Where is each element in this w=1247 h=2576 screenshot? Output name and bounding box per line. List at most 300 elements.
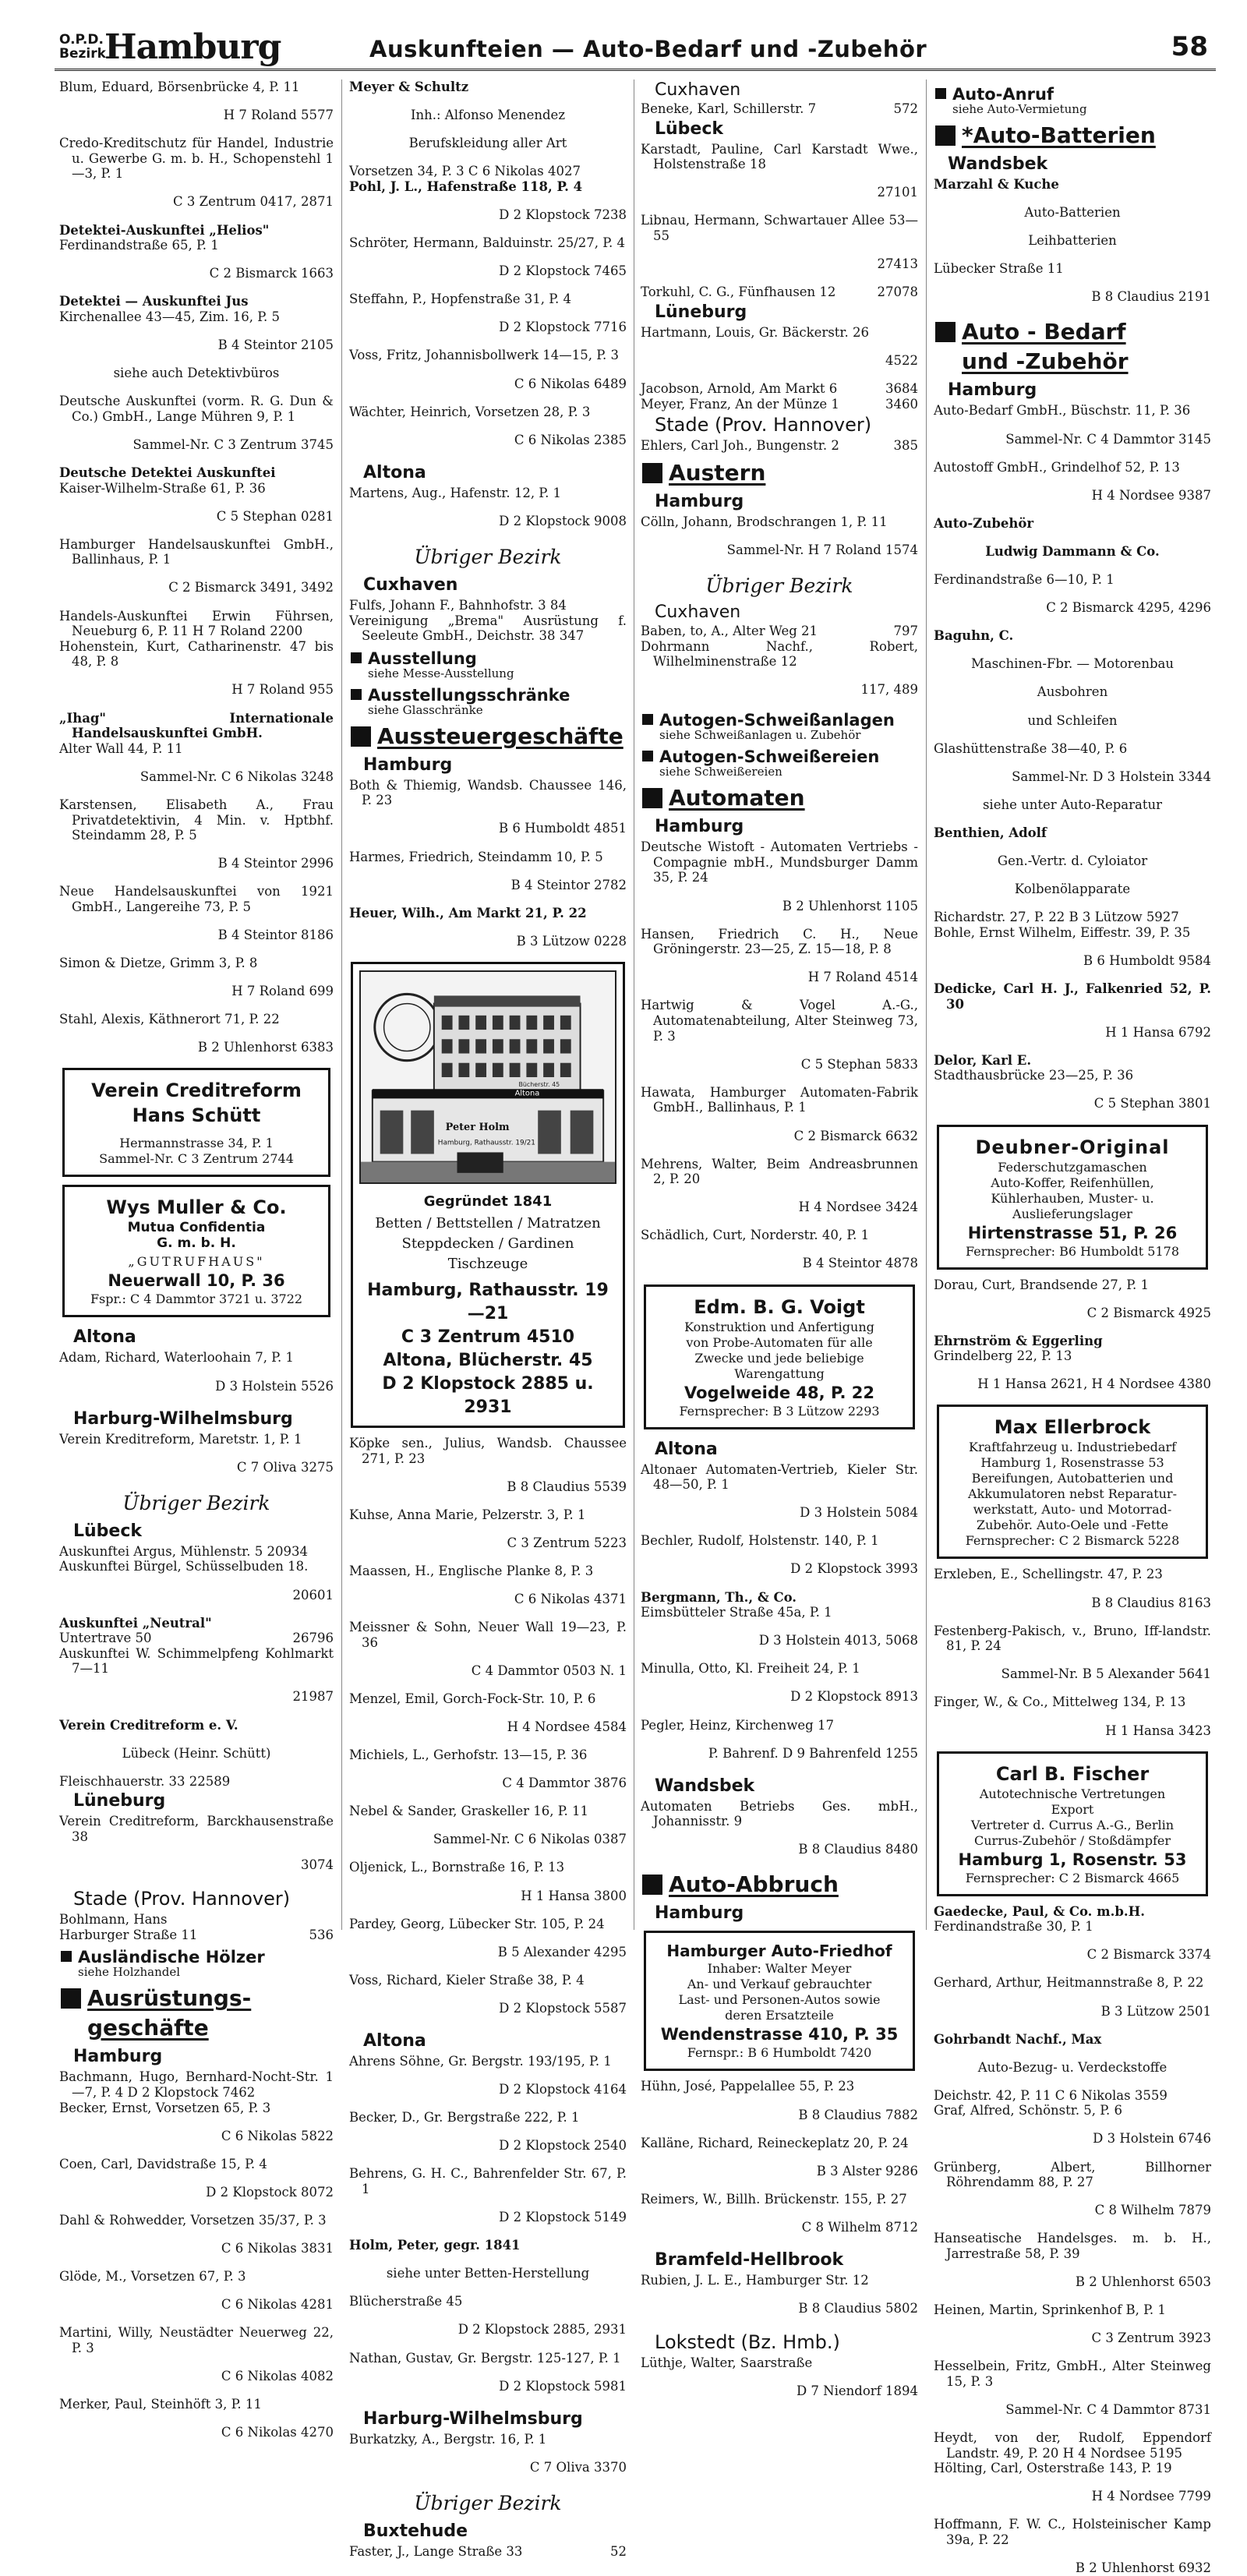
ad-peter-holm	[351, 962, 625, 1428]
section-heading: Automaten	[641, 783, 918, 813]
entry: Martens, Aug., Hafenstr. 12, P. 1	[349, 485, 562, 500]
ad-address: Neuerwall 10, P. 36	[108, 1271, 285, 1291]
section-marker	[642, 751, 653, 761]
entry: Kirchenallee 43—45, Zim. 16, P. 5	[59, 309, 281, 324]
entry-name: Marzahl & Kuche	[934, 177, 1059, 192]
ad-line: Bereifungen, Autobatterien und	[971, 1471, 1174, 1486]
entry: Köpke sen., Julius, Wandsb. Chaussee 271, P. 23	[349, 1435, 627, 1466]
ad-line: deren Ersatzteile	[725, 2008, 834, 2023]
entry: Richardstr. 27, P. 22 B 3 Lützow 5927	[934, 910, 1179, 925]
entry-phone: H 1 Hansa 3800	[521, 1888, 627, 1903]
entry-name: Verein Creditreform e. V.	[59, 1717, 238, 1733]
city-heading: Altona	[73, 1327, 136, 1348]
ad-phone: Fernspr.: B 6 Humboldt 7420	[687, 2045, 872, 2061]
ad-subtitle: Mutua Confidentia	[127, 1220, 266, 1236]
city-heading: Lokstedt (Bz. Hmb.)	[655, 2331, 840, 2354]
entry-phone: B 3 Lützow 2501	[1100, 2003, 1211, 2019]
entry: Hoffmann, F. W. C., Holsteinischer Kamp 39a, P. 22	[934, 2517, 1211, 2548]
entry: Ferdinandstraße 30, P. 1	[934, 1919, 1093, 1935]
entry-phone: H 1 Hansa 2621, H 4 Nordsee 4380	[977, 1376, 1211, 1392]
entry-phone: D 2 Klopstock 5981	[499, 2378, 627, 2394]
entry-name: Pohl, J. L., Hafenstraße 118, P. 4	[349, 178, 583, 194]
ad-line: Zwecke und jede beliebige	[694, 1350, 864, 1366]
ad-address: Vogelweide 48, P. 22	[684, 1383, 874, 1402]
entry: Lübecker Straße 11	[934, 261, 1064, 277]
entry-phone: Sammel-Nr. C 6 Nikolas 0387	[433, 1832, 627, 1847]
city-heading: Harburg-Wilhelmsburg	[73, 1408, 293, 1429]
entry: Michiels, L., Gerhofstr. 13—15, P. 36	[349, 1747, 588, 1763]
entry: Altonaer Automaten-Vertrieb, Kieler Str. 48—50, P. 1	[641, 1461, 918, 1493]
ad-line: Tischzeuge	[447, 1255, 528, 1272]
entry: Grünberg, Albert, Billhorner Röhrendamm 88, P. 27	[934, 2159, 1211, 2190]
entry-phone: C 8 Wilhelm 8712	[801, 2219, 918, 2235]
column-3	[641, 80, 918, 2399]
entry: Baben, to, A., Alter Weg 21 797	[641, 623, 918, 638]
ad-wys-muller	[62, 1185, 330, 1317]
see-reference: siehe Holzhandel	[78, 1965, 181, 1980]
entry-phone: D 2 Klopstock 2540	[499, 2138, 627, 2154]
entry-name: Detektei-Auskunftei „Helios"	[59, 222, 270, 238]
entry: Kolbenölapparate	[1014, 882, 1131, 897]
entry-name: Gohrbandt Nachf., Max	[934, 2031, 1102, 2047]
entry-name: „Ihag" Internationale Handelsauskunftei GmbH.	[59, 710, 334, 741]
see-reference: siehe Schweißereien	[659, 765, 782, 779]
ad-address: Wendenstrasse 410, P. 35	[660, 2025, 899, 2044]
entry-phone: Sammel-Nr. D 3 Holstein 3344	[1012, 769, 1211, 784]
section-marker	[642, 463, 662, 483]
entry: Berufskleidung aller Art	[408, 136, 567, 151]
section-marker	[642, 788, 662, 808]
entry: Bohle, Ernst Wilhelm, Eiffestr. 39, P. 35	[934, 924, 1191, 940]
ad-phone: Fernsprecher: C 2 Bismarck 5228	[965, 1533, 1180, 1549]
entry-phone: H 4 Nordsee 7799	[1091, 2489, 1211, 2504]
entry-phone: H 4 Nordsee 9387	[1091, 487, 1211, 503]
entry: Adam, Richard, Waterloohain 7, P. 1	[59, 1350, 294, 1366]
entry: Ferdinandstraße 6—10, P. 1	[934, 572, 1115, 588]
entry: Leihbatterien	[1028, 233, 1117, 249]
entry: Karstadt, Pauline, Carl Karstadt Wwe., Holstenstraße 18	[641, 141, 918, 172]
ad-address: Altona, Blücherstr. 45	[383, 1350, 593, 1370]
entry: Maschinen-Fbr. — Motorenbau	[971, 656, 1174, 672]
sign-text: Peter Holm	[445, 1121, 510, 1133]
entry-phone: D 3 Holstein 5084	[800, 1505, 918, 1521]
entry-phone: C 2 Bismarck 3374	[1086, 1947, 1211, 1963]
ad-phone: Fernsprecher: C 2 Bismarck 4665	[965, 1870, 1180, 1885]
column-1	[59, 80, 334, 2440]
ad-phone: Sammel-Nr. C 3 Zentrum 2744	[99, 1151, 294, 1167]
entry: Schröter, Hermann, Balduinstr. 25/27, P. 4	[349, 235, 626, 251]
entry: Deutsche Auskunftei (vorm. R. G. Dun & Co.) GmbH., Lange Mühren 9, P. 1	[59, 394, 334, 424]
entry-phone: C 5 Stephan 5833	[800, 1056, 918, 1072]
entry-phone: C 3 Zentrum 5223	[507, 1535, 627, 1550]
entry-phone: H 1 Hansa 3423	[1105, 1723, 1211, 1738]
entry-phone: C 3 Zentrum 0417, 2871	[173, 194, 334, 210]
section-marker	[935, 88, 946, 99]
city-heading: Altona	[363, 2031, 426, 2051]
entry-name: Ehrnström & Eggerling	[934, 1333, 1103, 1348]
ad-ellerbrock	[937, 1405, 1208, 1559]
entry: Kuhse, Anna Marie, Pelzerstr. 3, P. 1	[349, 1507, 586, 1522]
ad-address: Hamburg, Rathausstr. 19—21	[367, 1280, 609, 1323]
entry: Hölting, Carl, Osterstraße 143, P. 19	[934, 2461, 1172, 2476]
city-heading: Harburg-Wilhelmsburg	[363, 2408, 583, 2429]
entry-name: Gaedecke, Paul, & Co. m.b.H.	[934, 1903, 1145, 1919]
ad-line: Steppdecken / Gardinen	[401, 1235, 574, 1252]
ad-line: werkstatt, Auto- und Motorrad-	[973, 1502, 1172, 1518]
entry: Eimsbütteler Straße 45a, P. 1	[641, 1605, 832, 1620]
entry-phone: C 3 Zentrum 3923	[1091, 2330, 1211, 2346]
entry-phone: C 5 Stephan 3801	[1093, 1096, 1211, 1111]
entry: Hawata, Hamburger Automaten-Fabrik GmbH., Ballinhaus, P. 1	[641, 1084, 918, 1115]
entry: Voss, Fritz, Johannisbollwerk 14—15, P. 3	[349, 348, 619, 363]
entry-phone: C 6 Nikolas 2385	[514, 432, 627, 447]
entry-phone: D 3 Holstein 6746	[1093, 2131, 1211, 2147]
city-heading: Hamburg	[948, 380, 1037, 401]
entry: Dohrmann Nachf., Robert, Wilhelminenstraße 12	[641, 638, 918, 670]
entry-phone: Sammel-Nr. H 7 Roland 1574	[726, 542, 918, 557]
section-marker	[351, 726, 371, 747]
entry: Auskunftei Bürgel, Schüsselbuden 18.	[59, 1559, 309, 1574]
ad-line: An- und Verkauf gebrauchter	[687, 1977, 872, 1992]
ad-address: Hirtenstrasse 51, P. 26	[967, 1223, 1178, 1242]
entry: Deutsche Wistoft - Automaten Vertriebs - Compagnie mbH., Mundsburger Damm 35, P. 24	[641, 839, 918, 885]
city-heading: Bramfeld-Hellbrook	[655, 2250, 844, 2270]
entry-phone: D 2 Klopstock 9008	[499, 513, 627, 528]
entry: Hesselbein, Fritz, GmbH., Alter Steinweg 15, P. 3	[934, 2359, 1211, 2389]
building-image	[361, 972, 615, 1182]
entry: Ausbohren	[1037, 684, 1108, 700]
entry-phone: B 4 Steintor 8186	[217, 927, 334, 942]
city-heading: Stade (Prov. Hannover)	[655, 414, 872, 436]
ad-title: Verein Creditreform	[91, 1080, 302, 1102]
entry-name: Auskunftei „Neutral"	[59, 1615, 212, 1631]
ad-founded: Gegründet 1841	[423, 1193, 553, 1210]
entry: Maassen, H., Englische Planke 8, P. 3	[349, 1563, 594, 1578]
entry-phone: B 4 Steintor 4878	[802, 1256, 918, 1271]
entry: Vereinigung „Brema" Ausrüstung f. Seeleute GmbH., Deichstr. 38 347	[349, 613, 627, 644]
entry-phone: B 8 Claudius 5539	[507, 1479, 627, 1494]
ad-title: Edm. B. G. Voigt	[694, 1295, 865, 1318]
header-city: Hamburg	[104, 27, 281, 67]
entry-phone: D 2 Klopstock 7238	[499, 207, 627, 222]
entry: Autostoff GmbH., Grindelhof 52, P. 13	[934, 459, 1180, 475]
see-reference: siehe Schweißanlagen u. Zubehör	[659, 728, 861, 743]
section-heading: Austern	[641, 458, 918, 488]
entry: Minulla, Otto, Kl. Freiheit 24, P. 1	[641, 1661, 860, 1677]
region-heading: Übriger Bezirk	[414, 546, 562, 568]
entry: Fulfs, Johann F., Bahnhofstr. 3 84	[349, 598, 567, 613]
entry-phone: 21987	[292, 1689, 334, 1705]
entry: Nebel & Sander, Graskeller 16, P. 11	[349, 1804, 588, 1819]
entry: Festenberg-Pakisch, v., Bruno, Iff-landstr. 81, P. 24	[934, 1623, 1211, 1654]
entry: Meyer, Franz, An der Münze 1 3460	[641, 396, 918, 412]
sign-text: Hamburg, Rathausstr. 19/21	[437, 1139, 535, 1147]
entry-phone: C 6 Nikolas 5822	[221, 2128, 334, 2143]
entry-name: Bergmann, Th., & Co.	[641, 1589, 797, 1605]
ad-line: Kühlerhauben, Muster- u.	[991, 1190, 1154, 1206]
entry-phone: D 2 Klopstock 8072	[206, 2184, 334, 2200]
entry: Cölln, Johann, Brodschrangen 1, P. 11	[641, 514, 888, 529]
section-heading: Ausrüstungs- geschäfte	[59, 1984, 334, 2043]
city-heading: Lübeck	[655, 118, 724, 139]
entry-phone: C 2 Bismarck 4295, 4296	[1046, 600, 1211, 616]
entry-phone: C 4 Dammtor 0503 N. 1	[471, 1663, 627, 1678]
ad-line: Kraftfahrzeug u. Industriebedarf	[968, 1440, 1177, 1455]
entry-phone: D 3 Holstein 5526	[215, 1378, 334, 1394]
entry: Bechler, Rudolf, Holstenstr. 140, P. 1	[641, 1533, 879, 1549]
section-heading: Auto-Anruf	[934, 84, 1211, 104]
entry: Kaiser-Wilhelm-Straße 61, P. 36	[59, 480, 266, 496]
city-heading: Lüneburg	[655, 302, 747, 322]
entry-phone: B 4 Steintor 2782	[510, 877, 627, 892]
entry: Torkuhl, C. G., Fünfhausen 12 27078	[641, 284, 918, 300]
entry-phone: C 2 Bismarck 1663	[209, 266, 334, 281]
section-heading: Ausländische Hölzer	[59, 1947, 334, 1967]
entry: Jacobson, Arnold, Am Markt 6 3684	[641, 380, 918, 396]
entry: Blücherstraße 45	[349, 2294, 463, 2309]
entry-phone: B 5 Alexander 4295	[497, 1944, 627, 1959]
ad-voigt	[644, 1284, 915, 1429]
entry: Harburger Straße 11 536	[59, 1927, 334, 1942]
entry-phone: C 6 Nikolas 4082	[221, 2368, 334, 2383]
district-label: O.P.D. Bezirk	[59, 32, 106, 62]
ad-phone: D 2 Klopstock 2885 u. 2931	[382, 1373, 594, 1417]
ad-line: Vertreter d. Currus A.-G., Berlin	[970, 1817, 1175, 1832]
entry-phone: B 3 Alster 9286	[816, 2163, 918, 2178]
entry-name: Auto-Zubehör	[934, 515, 1034, 531]
section-heading: Auto-Abbruch	[641, 1870, 918, 1899]
entry: Hartwig & Vogel A.-G., Automatenabteilung, Alter Steinweg 73, P. 3	[641, 998, 918, 1044]
entry-name: Baguhn, C.	[934, 628, 1014, 644]
entry: Pegler, Heinz, Kirchenweg 17	[641, 1717, 834, 1733]
city-heading: Hamburg	[655, 1903, 744, 1924]
entry: Oljenick, L., Bornstraße 16, P. 13	[349, 1860, 565, 1875]
ad-creditreform	[62, 1068, 330, 1177]
entry-phone: C 7 Oliva 3275	[236, 1459, 334, 1475]
entry: Hansen, Friedrich C. H., Neue Gröningerstr. 23—25, Z. 15—18, P. 8	[641, 926, 918, 957]
ad-phone: C 3 Zentrum 4510	[401, 1327, 575, 1347]
entry-phone: H 7 Roland 4514	[807, 970, 918, 985]
city-heading: Hamburg	[655, 817, 744, 837]
entry: Martini, Willy, Neustädter Neuerweg 22, P. 3	[59, 2325, 334, 2355]
section-marker	[642, 1875, 662, 1895]
ad-title: Deubner-Original	[975, 1136, 1170, 1158]
entry: Finger, W., & Co., Mittelweg 134, P. 13	[934, 1694, 1186, 1710]
ad-line: von Probe-Automaten für alle	[686, 1334, 873, 1350]
section-marker	[642, 714, 653, 725]
entry: Mehrens, Walter, Beim Andreasbrunnen 2, P. 20	[641, 1156, 918, 1187]
ad-line: Export	[1051, 1801, 1094, 1817]
entry: Heydt, von der, Rudolf, Eppendorf Landstr. 49, P. 20 H 4 Nordsee 5195	[934, 2430, 1211, 2461]
entry-phone: Sammel-Nr. B 5 Alexander 5641	[1001, 1666, 1211, 1682]
city-heading: Hamburg	[655, 491, 744, 511]
entry-phone: B 8 Claudius 8480	[798, 1842, 918, 1857]
city-heading: Cuxhaven	[655, 602, 741, 622]
ad-phone: Fernsprecher: B6 Humboldt 5178	[966, 1243, 1179, 1259]
entry-phone: B 2 Uhlenhorst 1105	[782, 898, 918, 913]
section-marker	[935, 125, 956, 146]
ad-phone: Fernsprecher: B 3 Lützow 2293	[679, 1403, 880, 1419]
entry: Hühn, José, Pappelallee 55, P. 23	[641, 2079, 855, 2094]
region-heading: Übriger Bezirk	[705, 574, 853, 597]
ad-line: Auto-Koffer, Reifenhüllen,	[991, 1175, 1154, 1190]
entry-name: Dedicke, Carl H. J., Falkenried 52, P. 30	[934, 981, 1211, 1012]
entry-phone: C 2 Bismarck 3491, 3492	[168, 580, 334, 595]
entry: Automaten Betriebs Ges. mbH., Johannisstr. 9	[641, 1798, 918, 1829]
entry: Harmes, Friedrich, Steindamm 10, P. 5	[349, 849, 603, 864]
entry-phone: Sammel-Nr. C 3 Zentrum 3745	[132, 436, 334, 452]
section-marker	[935, 322, 956, 342]
entry: Voss, Richard, Kieler Straße 38, P. 4	[349, 1972, 585, 1988]
city-heading: Buxtehude	[363, 2521, 468, 2541]
entry-phone: B 8 Claudius 7882	[798, 2107, 918, 2122]
entry-phone: C 7 Oliva 3370	[529, 2459, 627, 2475]
entry: Auto-Batterien	[1024, 205, 1121, 221]
city-heading: Wandsbek	[948, 154, 1048, 174]
entry-phone: D 2 Klopstock 2885, 2931	[457, 2322, 627, 2337]
city-heading: Hamburg	[363, 754, 453, 775]
entry-name: Deutsche Detektei Auskunftei	[59, 465, 276, 480]
entry-phone: C 8 Wilhelm 7879	[1094, 2203, 1211, 2218]
entry: Stahl, Alexis, Käthnerort 71, P. 22	[59, 1012, 280, 1027]
entry: Stadthausbrücke 23—25, P. 36	[934, 1068, 1134, 1083]
entry-phone: 3074	[301, 1857, 334, 1873]
sign-text: Altona	[514, 1089, 540, 1098]
section-heading: Autogen-Schweißereien	[641, 747, 918, 767]
see-reference: siehe Glasschränke	[368, 702, 483, 717]
entry-phone: 20601	[292, 1587, 334, 1602]
entry: Merker, Paul, Steinhöft 3, P. 11	[59, 2397, 262, 2412]
ad-line: Federschutzgamaschen	[998, 1159, 1147, 1175]
city-heading: Cuxhaven	[655, 80, 741, 100]
entry: Glashüttenstraße 38—40, P. 6	[934, 740, 1128, 756]
entry-phone: Sammel-Nr. C 6 Nikolas 3248	[140, 769, 334, 784]
section-heading: Autogen-Schweißanlagen	[641, 710, 918, 730]
ad-auto-friedhof	[644, 1931, 915, 2071]
entry: Bachmann, Hugo, Bernhard-Nocht-Str. 1—7, P. 4 D 2 Klopstock 7462	[59, 2069, 334, 2100]
city-heading: Stade (Prov. Hannover)	[73, 1888, 291, 1910]
entry: Blum, Eduard, Börsenbrücke 4, P. 11	[59, 80, 300, 94]
see-reference: siehe Messe-Ausstellung	[368, 666, 514, 680]
entry-phone: C 2 Bismarck 4925	[1086, 1305, 1211, 1320]
entry: Becker, Ernst, Vorsetzen 65, P. 3	[59, 2100, 271, 2115]
entry-phone: D 2 Klopstock 7465	[499, 263, 627, 279]
entry: Graf, Alfred, Schönstr. 5, P. 6	[934, 2103, 1123, 2118]
entry: Lübeck (Heinr. Schütt)	[122, 1745, 271, 1761]
column-rule	[341, 80, 342, 1930]
entry: Rubien, J. L. E., Hamburger Str. 12	[641, 2273, 869, 2288]
entry: Ehlers, Carl Joh., Bungenstr. 2 385	[641, 438, 918, 454]
entry: Beneke, Karl, Schillerstr. 7 572	[641, 101, 918, 116]
ad-title: Carl B. Fischer	[995, 1762, 1150, 1785]
entry-phone: H 7 Roland 699	[231, 984, 334, 999]
entry-name: Ludwig Dammann & Co.	[985, 543, 1160, 559]
section-marker	[61, 1951, 72, 1962]
sign-text: Bücherstr. 45	[518, 1081, 560, 1089]
entry: Gen.-Vertr. d. Cyloiator	[997, 853, 1148, 868]
entry-name: Benthien, Adolf	[934, 825, 1047, 840]
entry-phone: C 6 Nikolas 4371	[514, 1592, 627, 1606]
region-heading: Übriger Bezirk	[122, 1491, 270, 1514]
ad-title: Hamburger Auto-Friedhof	[666, 1942, 892, 1961]
entry-phone: B 2 Uhlenhorst 6503	[1075, 2274, 1211, 2290]
entry: Hanseatische Handelsges. m. b. H., Jarrestraße 58, P. 39	[934, 2231, 1211, 2261]
entry-phone: D 2 Klopstock 7716	[499, 320, 627, 335]
entry-phone: D 2 Klopstock 4164	[499, 2082, 627, 2097]
entry: Credo-Kreditschutz für Handel, Industrie u. Gewerbe G. m. b. H., Schopenstehl 1—3, P. 1	[59, 136, 334, 182]
entry-phone: B 6 Humboldt 9584	[1083, 952, 1211, 968]
entry-phone: Sammel-Nr. C 4 Dammtor 3145	[1005, 431, 1211, 447]
entry: Auskunftei Argus, Mühlenstr. 5 20934	[59, 1543, 308, 1559]
entry: Ahrens Söhne, Gr. Bergstr. 193/195, P. 1	[349, 2054, 612, 2069]
ad-line: Auslieferungslager	[1012, 1206, 1132, 1221]
page-title: Auskunfteien — Auto-Bedarf und -Zubehör	[369, 36, 927, 62]
entry: Bohlmann, Hans	[59, 1912, 168, 1928]
entry-name: Delor, Karl E.	[934, 1052, 1032, 1068]
ad-carl-fischer	[937, 1751, 1208, 1896]
city-heading: Altona	[363, 462, 426, 482]
ad-line: Akkumulatoren nebst Reparatur-	[968, 1486, 1177, 1502]
page-number: 58	[1171, 31, 1208, 62]
entry-phone: C 6 Nikolas 4281	[221, 2297, 334, 2313]
entry: Kalläne, Richard, Reineckeplatz 20, P. 24	[641, 2135, 909, 2150]
entry: Coen, Carl, Davidstraße 15, P. 4	[59, 2156, 267, 2171]
entry-phone: C 5 Stephan 0281	[216, 508, 334, 524]
entry: Wächter, Heinrich, Vorsetzen 28, P. 3	[349, 404, 591, 419]
entry-phone: 27101	[877, 185, 918, 200]
entry-phone: C 6 Nikolas 4270	[221, 2425, 334, 2440]
entry-phone: D 2 Klopstock 3993	[790, 1561, 918, 1577]
entry-phone: C 6 Nikolas 3831	[221, 2240, 334, 2256]
ad-title: Max Ellerbrock	[994, 1416, 1151, 1439]
section-heading: *Auto-Batterien	[934, 121, 1211, 150]
entry-name: Meyer & Schultz	[349, 80, 469, 94]
entry: Reimers, W., Billh. Brückenstr. 155, P. 27	[641, 2191, 907, 2207]
entry: Erxleben, E., Schellingstr. 47, P. 23	[934, 1567, 1163, 1582]
entry-phone: D 3 Holstein 4013, 5068	[758, 1633, 918, 1648]
entry: Dorau, Curt, Brandsende 27, P. 1	[934, 1277, 1149, 1292]
see-reference: siehe Auto-Vermietung	[952, 102, 1087, 116]
ad-line: Betten / Bettstellen / Matratzen	[375, 1214, 601, 1231]
entry-note: siehe unter Auto-Reparatur	[982, 797, 1163, 812]
entry-phone: B 2 Uhlenhorst 6383	[197, 1040, 334, 1055]
entry-phone: H 1 Hansa 6792	[1105, 1024, 1211, 1040]
entry-phone: B 3 Lützow 0228	[516, 933, 627, 949]
entry-phone: 27413	[877, 256, 918, 272]
entry: Handels-Auskunftei Erwin Führsen, Neueburg 6, P. 11 H 7 Roland 2200	[59, 608, 334, 639]
city-heading: Cuxhaven	[363, 575, 458, 595]
ad-line: Konstruktion und Anfertigung	[684, 1319, 874, 1334]
entry-phone: Sammel-Nr. C 4 Dammtor 8731	[1005, 2402, 1211, 2417]
entry: Karstensen, Elisabeth A., Frau Privatdetektivin, 4 Min. v. Hptbhf. Steindamm 28, P. 5	[59, 797, 334, 843]
column-2	[349, 80, 627, 2559]
ad-line: Inhaber: Walter Meyer	[707, 1961, 852, 1977]
entry-phone: H 4 Nordsee 4584	[507, 1719, 627, 1734]
section-marker	[61, 1988, 81, 2009]
entry: Libnau, Hermann, Schwartauer Allee 53—55	[641, 213, 918, 243]
entry: Grindelberg 22, P. 13	[934, 1348, 1072, 1364]
entry-phone: D 7 Niendorf 1894	[796, 2383, 918, 2399]
entry: Dahl & Rohwedder, Vorsetzen 35/37, P. 3	[59, 2212, 327, 2228]
page-header	[55, 28, 1216, 71]
entry: Faster, J., Lange Straße 33 52	[349, 2543, 627, 2559]
ad-address: Hamburg 1, Rosenstr. 53	[958, 1850, 1187, 1869]
entry-phone: B 4 Steintor 2105	[217, 337, 334, 353]
ad-title: Hans Schütt	[132, 1104, 261, 1127]
ad-line: Autotechnische Vertretungen	[979, 1786, 1166, 1801]
entry: Auto-Bezug- u. Verdeckstoffe	[977, 2059, 1168, 2075]
column-4	[934, 80, 1211, 2576]
